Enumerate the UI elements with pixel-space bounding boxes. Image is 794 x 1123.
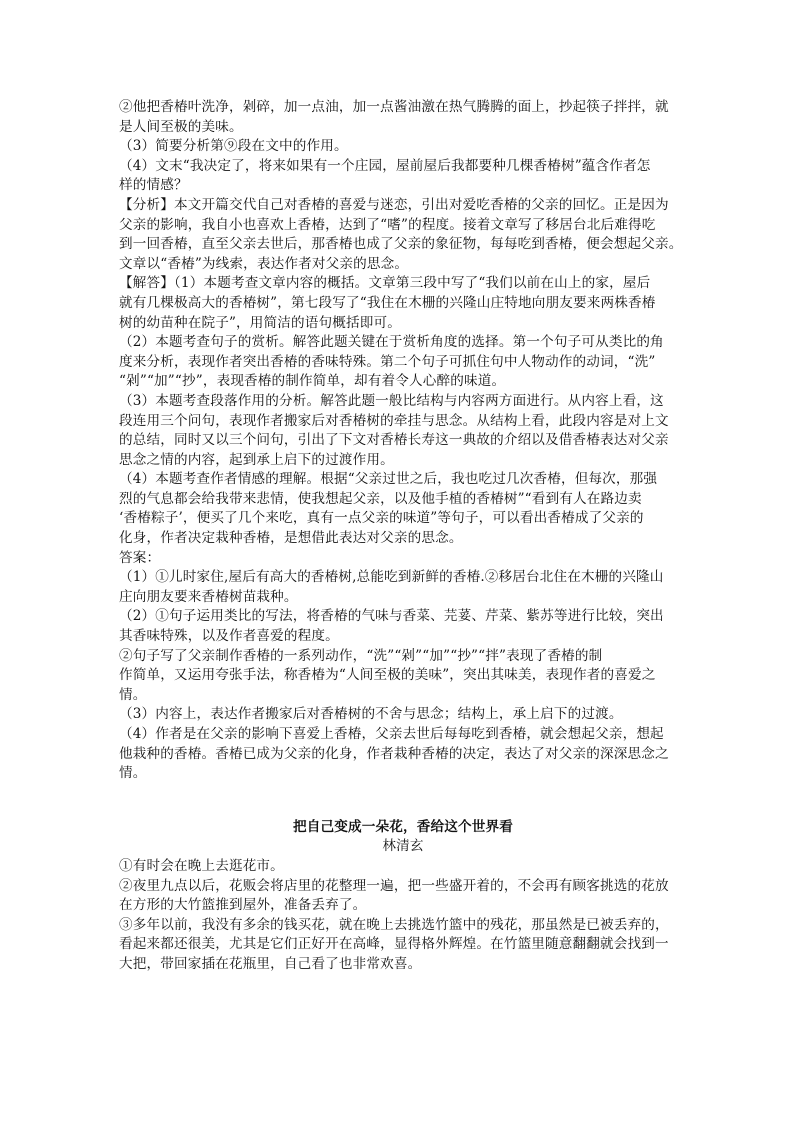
text-line: ②句子写了父亲制作香椿的一系列动作，“洗”“剁”“加”“抄”“拌”表现了香椿的制: [119, 647, 603, 664]
text-line: （4）本题考查作者情感的理解。根据“父亲过世之后，我也吃过几次香椿，但每次，那强: [119, 471, 658, 488]
text-line: 思念之情的内容，起到承上启下的过渡作用。: [119, 451, 394, 468]
text-line: 度来分析，表现作者突出香椿的香味特殊。第二个句子可抓住句中人物动作的动词，“洗”: [119, 353, 656, 370]
text-line: （2）本题考查句子的赏析。解答此题关键在于赏析角度的选择。第一个句子可从类比的角: [119, 334, 664, 351]
text-line: 化身，作者决定栽种香椿，是想借此表达对父亲的思念。: [119, 530, 463, 547]
text-line: （4）作者是在父亲的影响下喜爱上香椿，父亲去世后每每吃到香椿，就会想起父亲，想起: [119, 726, 664, 742]
article-line: ①有时会在晚上去逛花市。: [119, 857, 284, 874]
text-line: 答案：: [119, 549, 161, 566]
text-line: （2）①句子运用类比的写法，将香椿的气味与香菜、芫荽、芹菜、紫苏等进行比较，突出: [119, 608, 664, 625]
text-line: 情。: [119, 686, 147, 703]
document-page: [119, 98, 687, 975]
text-line: 作简单，又运用夸张手法，称香椿为“人间至极的美味”，突出其味美，表现作者的喜爱之: [119, 667, 656, 684]
text-line: “剁”“加”“抄”，表现香椿的制作简单，却有着令人心醉的味道。: [119, 373, 506, 390]
article-line: ③多年以前，我没有多余的钱买花，就在晚上去挑选竹篮中的残花，那虽然是已被丢弃的，: [119, 916, 669, 933]
text-line: 样的情感？: [119, 177, 188, 194]
text-line: ②他把香椿叶洗净，剁碎，加一点油，加一点酱油激在热气腾腾的面上，抄起筷子拌拌，就: [119, 99, 669, 115]
text-line: 庄向朋友要来香椿树苗栽种。: [119, 588, 298, 605]
text-line: （4）文末“我决定了，将来如果有一个庄园，屋前屋后我都要种几棵香椿树”蕴含作者怎: [119, 157, 651, 174]
text-line: 【解答】（1）本题考查文章内容的概括。文章第三段中写了“我们以前在山上的家，屋后: [119, 275, 651, 292]
article-author: 林清玄: [382, 838, 424, 855]
text-line: 的总结，同时又以三个问句，引出了下文对香椿长寿这一典故的介绍以及借香椿表达对父亲: [119, 432, 669, 449]
text-line: 其香味特殊，以及作者喜爱的程度。: [119, 628, 339, 645]
article-line: 大把，带回家插在花瓶里，自己看了也非常欢喜。: [119, 955, 422, 972]
text-line: 就有几棵极高大的香椿树”，第七段写了“我住在木栅的兴隆山庄特地向朋友要来两株香椿: [119, 294, 656, 311]
text-line: （3）简要分析第⑨段在文中的作用。: [119, 138, 348, 155]
text-line: 【分析】本文开篇交代自己对香椿的喜爱与迷恋，引出对爱吃香椿的父亲的回忆。正是因为: [119, 196, 669, 213]
article-line: 在方形的大竹篮推到屋外，准备丢弃了。: [119, 897, 367, 914]
text-line: （1）①儿时家住,屋后有高大的香椿树,总能吃到新鲜的香椿.②移居台北住在木栅的兴隆山: [119, 569, 664, 586]
text-line: （3）内容上，表达作者搬家后对香椿树的不舍与思念；结构上，承上启下的过渡。: [119, 706, 623, 723]
text-line: 文章以“香椿”为线索，表达作者对父亲的思念。: [119, 255, 409, 272]
text-line: 情。: [119, 765, 147, 782]
text-line: ‘香椿粽子’，便买了几个来吃，真有一点父亲的味道”等句子，可以看出香椿成了父亲的: [119, 510, 644, 527]
article-line: ②夜里九点以后，花贩会将店里的花整理一遍，把一些盛开着的，不会再有顾客挑选的花放: [119, 877, 669, 894]
text-line: 烈的气息都会给我带来悲情，使我想起父亲，以及他手植的香椿树”“看到有人在路边卖: [119, 490, 642, 507]
text-line: 段连用三个问句，表现作者搬家后对香椿树的牵挂与思念。从结构上看，此段内容是对上文: [119, 412, 669, 429]
article-title: 把自己变成一朵花，香给这个世界看: [293, 818, 513, 835]
text-line: 到一回香椿，直至父亲去世后，那香椿也成了父亲的象征物，每每吃到香椿，便会想起父亲。: [119, 236, 683, 253]
text-line: 树的幼苗种在院子”，用简洁的语句概括即可。: [119, 314, 401, 331]
text-line: 他栽种的香椿。香椿已成为父亲的化身，作者栽种香椿的决定，表达了对父亲的深深思念之: [119, 745, 669, 762]
text-line: 父亲的影响，我自小也喜欢上香椿，达到了“嗜”的程度。接着文章写了移居台北后难得吃: [119, 216, 656, 233]
article-line: 看起来都还很美，尤其是它们正好开在高峰，显得格外辉煌。在竹篮里随意翻翻就会找到一: [119, 936, 669, 953]
text-line: （3）本题考查段落作用的分析。解答此题一般比结构与内容两方面进行。从内容上看，这: [119, 392, 664, 409]
text-line: 是人间至极的美味。: [119, 118, 243, 135]
